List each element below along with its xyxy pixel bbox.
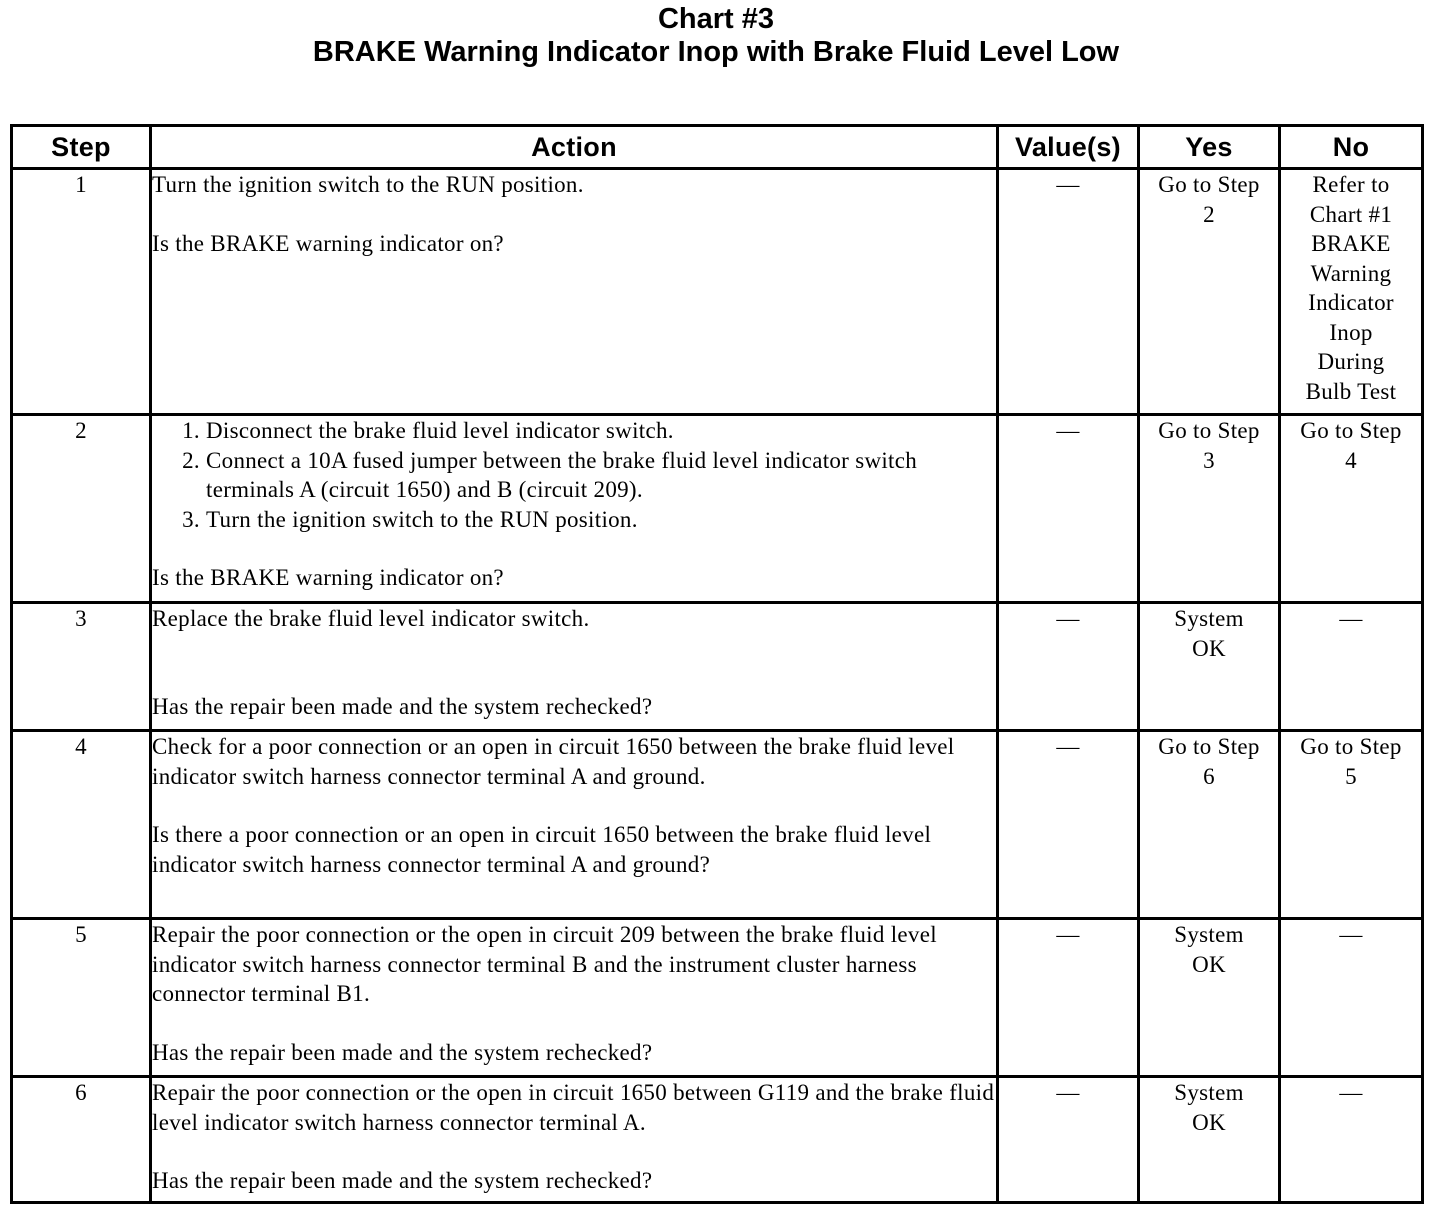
yes-cell: System OK — [1139, 603, 1280, 731]
action-question: Is the BRAKE warning indicator on? — [152, 565, 504, 590]
no-cell: Go to Step 4 — [1280, 415, 1423, 603]
no-cell: — — [1280, 919, 1423, 1077]
table-row — [12, 919, 1423, 1077]
chart-heading: BRAKE Warning Indicator Inop with Brake Fluid Level Low — [312, 36, 1120, 68]
substep: 2. Connect a 10A fused jumper between the brake fluid level indicator switch terminals A (circuit 1650) and B (circuit 209). — [206, 446, 996, 505]
action-text: Turn the ignition switch to the RUN position. — [152, 172, 584, 197]
action-question: Is there a poor connection or an open in circuit 1650 between the brake fluid level indicator switch harness connector terminal A and ground? — [152, 822, 932, 877]
action-question: Has the repair been made and the system rechecked? — [152, 1039, 653, 1065]
table-row — [12, 1077, 1423, 1203]
action-text: Repair the poor connection or the open in circuit 209 between the brake fluid level indicator switch harness connector terminal B and the instrument cluster harness connector terminal B1. — [152, 922, 937, 1006]
no-cell: Go to Step 5 — [1280, 731, 1423, 919]
substep-list — [152, 416, 996, 534]
action-text: Replace the brake fluid level indicator switch. — [152, 606, 590, 631]
step-number: 2 — [12, 415, 151, 603]
value-cell: — — [998, 919, 1139, 1077]
yes-cell: Go to Step 6 — [1139, 731, 1280, 919]
action-question: Is the BRAKE warning indicator on? — [152, 230, 504, 256]
table-row — [12, 169, 1423, 415]
no-cell: — — [1280, 603, 1423, 731]
action-cell — [151, 919, 998, 1077]
action-cell — [151, 603, 998, 731]
header-values: Value(s) — [998, 126, 1139, 169]
table-row — [12, 415, 1423, 603]
step-number: 5 — [12, 919, 151, 1077]
header-action: Action — [151, 126, 998, 169]
diagnostic-table — [10, 124, 1424, 1204]
yes-cell: Go to Step 2 — [1139, 169, 1280, 415]
header-row — [12, 126, 1423, 169]
yes-cell: System OK — [1139, 1077, 1280, 1203]
action-text: Check for a poor connection or an open in circuit 1650 between the brake fluid level indicator switch harness connector terminal A and ground. — [152, 734, 955, 789]
table-row — [12, 603, 1423, 731]
header-step: Step — [12, 126, 151, 169]
value-cell: — — [998, 1077, 1139, 1203]
action-cell — [151, 169, 998, 415]
action-cell — [151, 1077, 998, 1203]
substep: 1. Disconnect the brake fluid level indicator switch. — [206, 416, 996, 446]
no-cell: — — [1280, 1077, 1423, 1203]
action-question: Has the repair been made and the system rechecked? — [152, 693, 653, 719]
step-number: 4 — [12, 731, 151, 919]
action-cell — [151, 415, 998, 603]
step-number: 3 — [12, 603, 151, 731]
action-cell — [151, 731, 998, 919]
chart-number: Chart #3 — [657, 3, 775, 35]
value-cell: — — [998, 415, 1139, 603]
value-cell: — — [998, 169, 1139, 415]
step-number: 6 — [12, 1077, 151, 1203]
value-cell: — — [998, 603, 1139, 731]
step-number: 1 — [12, 169, 151, 415]
header-yes: Yes — [1139, 126, 1280, 169]
action-question: Has the repair been made and the system rechecked? — [152, 1168, 653, 1193]
no-cell: Refer to Chart #1 BRAKE Warning Indicator Inop During Bulb Test — [1280, 169, 1423, 415]
table-row — [12, 731, 1423, 919]
yes-cell: System OK — [1139, 919, 1280, 1077]
substep: 3. Turn the ignition switch to the RUN position. — [206, 505, 996, 535]
header-no: No — [1280, 126, 1423, 169]
action-text: Repair the poor connection or the open in circuit 1650 between G119 and the brake fluid level indicator switch harness connector terminal A. — [152, 1080, 995, 1135]
yes-cell: Go to Step 3 — [1139, 415, 1280, 603]
value-cell: — — [998, 731, 1139, 919]
